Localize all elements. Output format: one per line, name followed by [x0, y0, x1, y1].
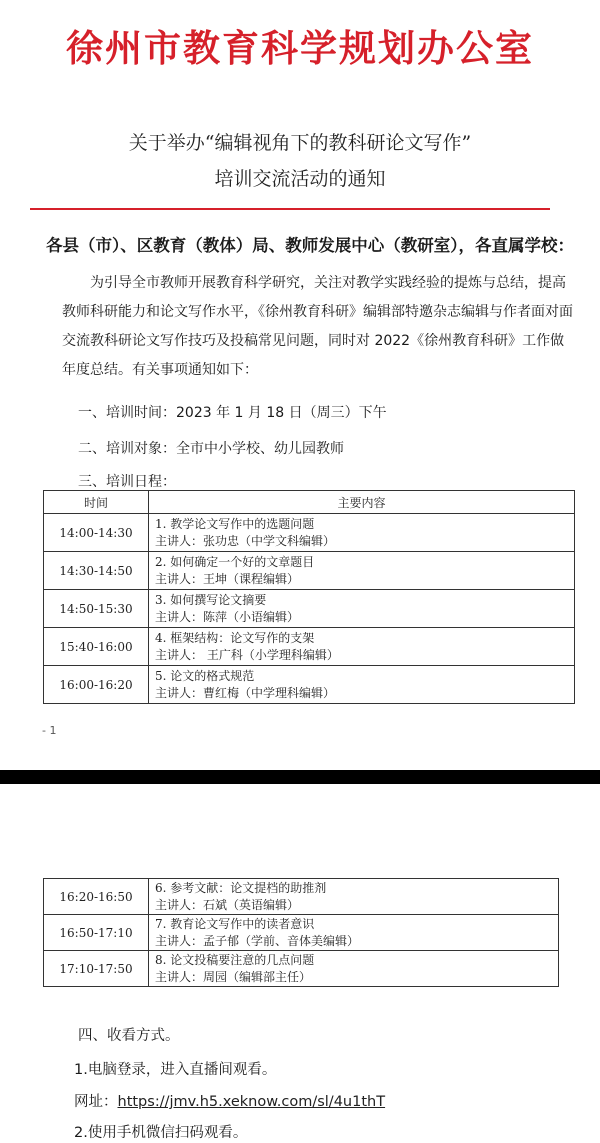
session-time: 16:50-17:10	[44, 915, 149, 951]
session-speaker: 主讲人：孟子郁（学前、音体美编辑）	[155, 933, 360, 948]
session-time: 17:10-17:50	[44, 951, 149, 987]
session-content	[149, 915, 559, 951]
table-row	[44, 915, 559, 951]
intro-line: 年度总结。有关事项通知如下：	[62, 362, 258, 378]
session-speaker: 主讲人：王坤（课程编辑）	[155, 571, 300, 586]
table-row	[44, 514, 575, 552]
viewing-pc: 1.电脑登录，进入直播间观看。	[74, 1062, 277, 1078]
session-time: 16:20-16:50	[44, 879, 149, 915]
session-time: 14:30-14:50	[44, 552, 149, 590]
session-speaker: 主讲人：陈萍（小语编辑）	[155, 609, 300, 624]
training-audience: 二、培训对象：全市中小学校、幼儿园教师	[78, 441, 344, 457]
session-topic: 5. 论文的格式规范	[155, 668, 255, 683]
table-row	[44, 951, 559, 987]
session-speaker: 主讲人： 王广科（小学理科编辑）	[155, 647, 339, 662]
session-speaker: 主讲人：曹红梅（中学理科编辑）	[155, 685, 336, 700]
session-time: 14:50-15:30	[44, 590, 149, 628]
org-letterhead-title: 徐州市教育科学规划办公室	[66, 26, 534, 70]
viewing-url-line	[74, 1090, 385, 1111]
session-speaker: 主讲人：张功忠（中学文科编辑）	[155, 533, 336, 548]
url-label: 网址：	[74, 1094, 118, 1110]
session-topic: 3. 如何撰写论文摘要	[155, 592, 267, 607]
session-content	[149, 951, 559, 987]
session-content	[149, 628, 575, 666]
document-title-line-1: 关于举办“编辑视角下的教科研论文写作”	[128, 132, 472, 154]
page-number: - 1	[42, 724, 57, 737]
session-content	[149, 514, 575, 552]
page-separator	[0, 770, 600, 784]
document-title-line-2: 培训交流活动的通知	[214, 168, 386, 190]
session-time: 16:00-16:20	[44, 666, 149, 704]
table-row	[44, 879, 559, 915]
intro-line: 交流教科研论文写作技巧及投稿常见问题，同时对 2022《徐州教育科研》工作做	[62, 333, 565, 349]
session-speaker: 主讲人：周园（编辑部主任）	[155, 969, 312, 984]
session-topic: 7. 教育论文写作中的读者意识	[155, 916, 315, 931]
header-content: 主要内容	[149, 491, 575, 514]
intro-line: 教师科研能力和论文写作水平，《徐州教育科研》编辑部特邀杂志编辑与作者面对面	[62, 304, 573, 320]
viewing-mobile: 2.使用手机微信扫码观看。	[74, 1125, 248, 1141]
session-topic: 8. 论文投稿要注意的几点问题	[155, 952, 315, 967]
session-content	[149, 590, 575, 628]
table-row	[44, 552, 575, 590]
intro-line: 为引导全市教师开展教育科学研究，关注对教学实践经验的提炼与总结，提高	[90, 275, 566, 291]
letterhead-divider	[30, 208, 550, 210]
session-speaker: 主讲人：石斌（英语编辑）	[155, 897, 300, 912]
session-time: 15:40-16:00	[44, 628, 149, 666]
schedule-table-continued	[43, 878, 559, 987]
schedule-table	[43, 490, 575, 704]
session-topic: 4. 框架结构：论文写作的支架	[155, 630, 315, 645]
intro-paragraph	[62, 269, 572, 385]
session-topic: 1. 教学论文写作中的选题问题	[155, 516, 315, 531]
training-time: 一、培训时间：2023 年 1 月 18 日（周三）下午	[78, 405, 387, 421]
live-url-link[interactable]: https://jmv.h5.xeknow.com/sl/4u1thT	[117, 1094, 386, 1110]
session-content	[149, 879, 559, 915]
table-row	[44, 628, 575, 666]
header-time: 时间	[44, 491, 149, 514]
addressee: 各县（市）、区教育（教体）局、教师发展中心（教研室），各直属学校：	[46, 236, 574, 255]
session-content	[149, 552, 575, 590]
training-schedule-heading: 三、培训日程：	[78, 474, 176, 490]
session-content	[149, 666, 575, 704]
table-row	[44, 666, 575, 704]
session-topic: 6. 参考文献：论文提档的助推剂	[155, 880, 327, 895]
table-row	[44, 590, 575, 628]
viewing-method-heading: 四、收看方式。	[78, 1028, 180, 1044]
session-time: 14:00-14:30	[44, 514, 149, 552]
session-topic: 2. 如何确定一个好的文章题目	[155, 554, 315, 569]
table-header-row	[44, 491, 575, 514]
